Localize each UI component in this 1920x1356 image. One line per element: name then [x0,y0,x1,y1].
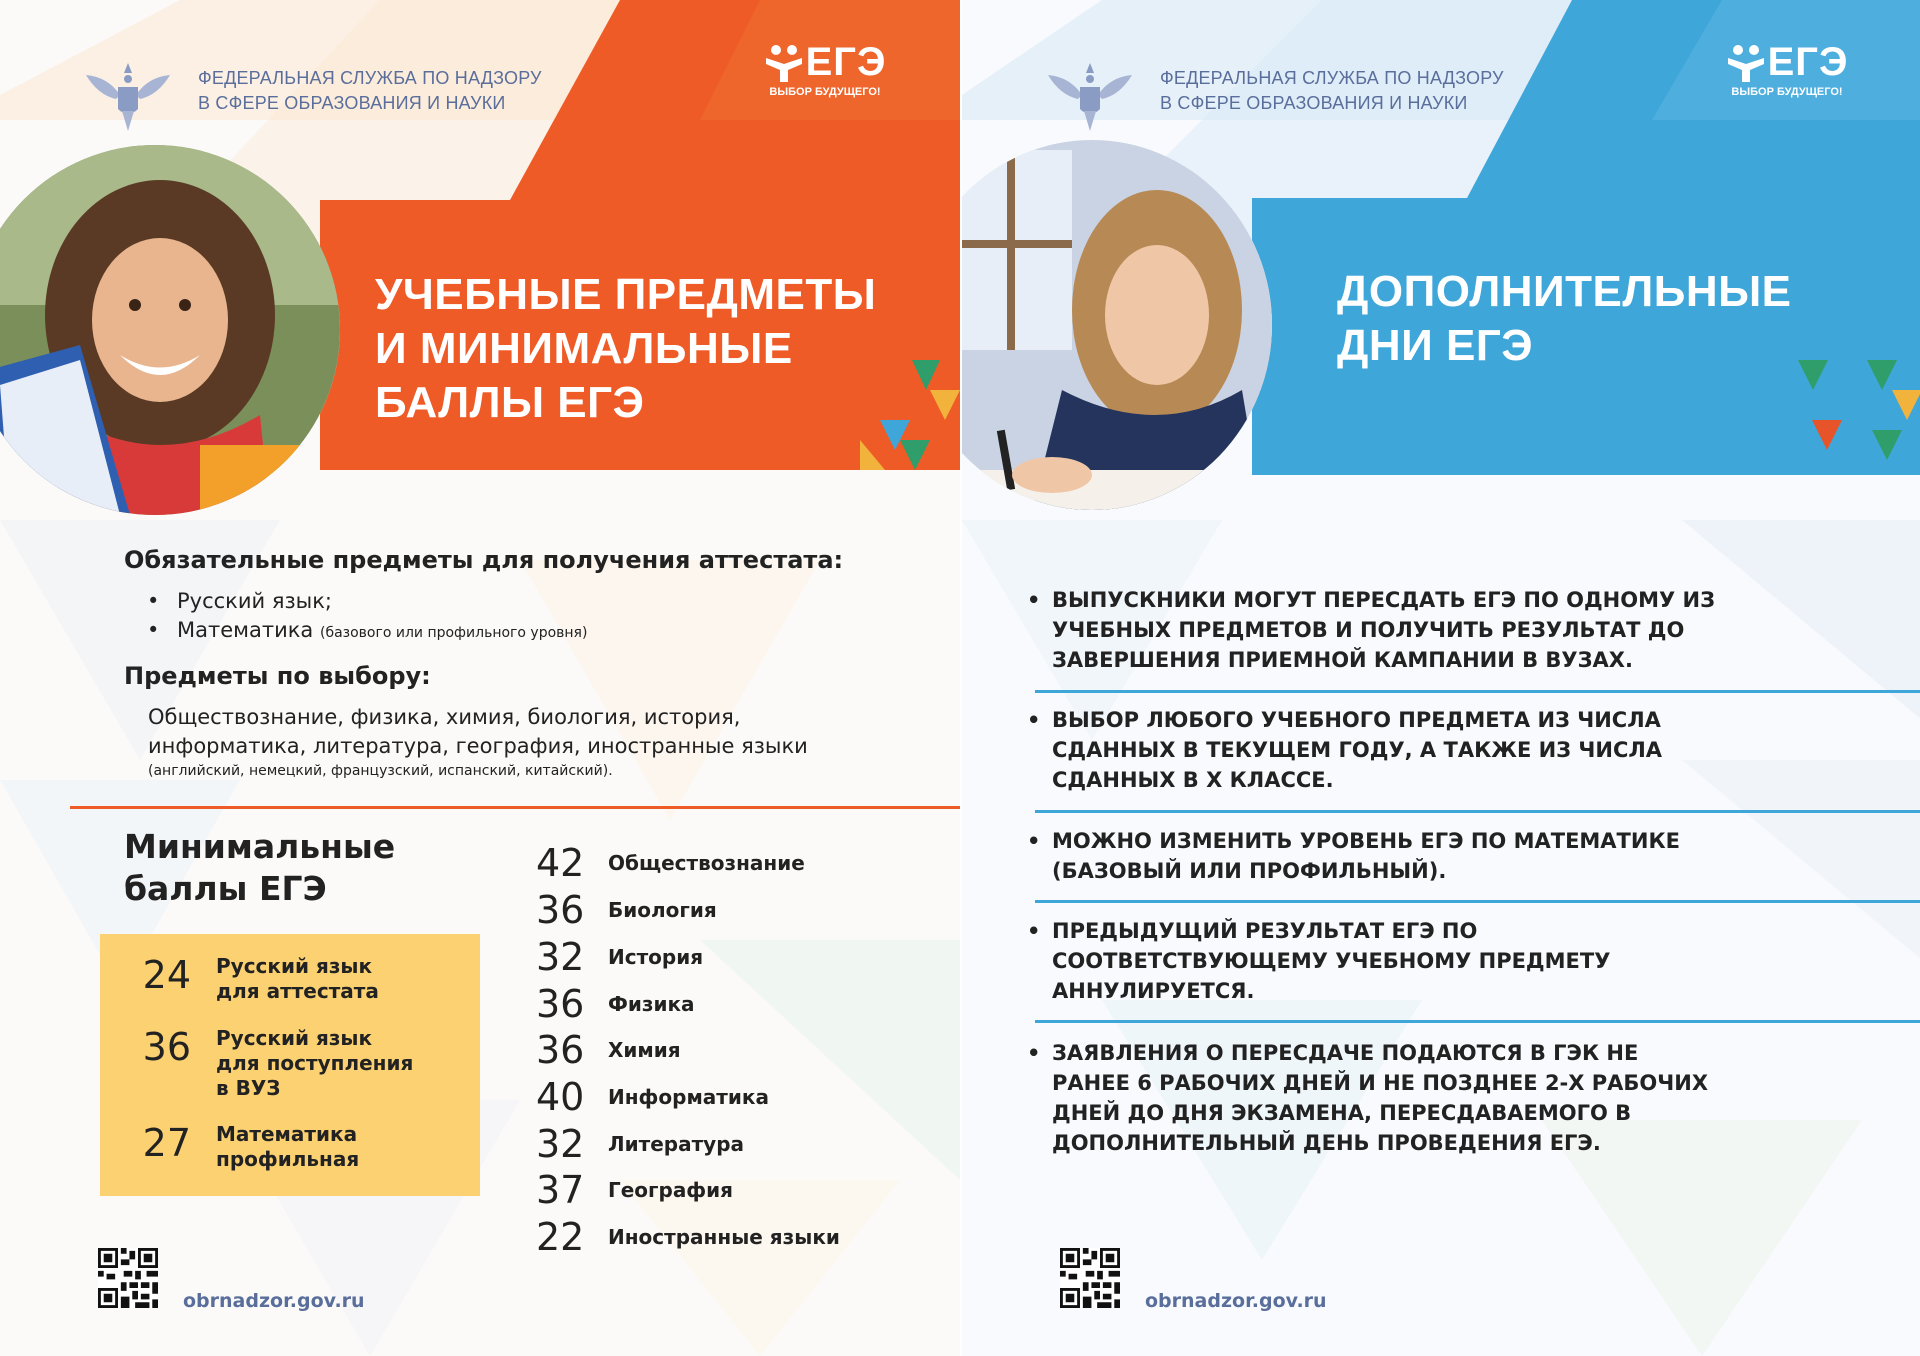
agency-name: ФЕДЕРАЛЬНАЯ СЛУЖБА ПО НАДЗОРУ В СФЕРЕ ОБРАЗОВАНИЯ И НАУКИ [198,68,542,113]
eagle-emblem-icon [80,55,176,135]
website-link[interactable]: obrnadzor.gov.ru [183,1290,365,1312]
ege-logo-tagline: ВЫБОР БУДУЩЕГО! [769,86,881,98]
info-item: • ВЫБОР ЛЮБОГО УЧЕБНОГО ПРЕДМЕТА ИЗ ЧИСЛА СДАННЫХ В ТЕКУЩЕМ ГОДУ, А ТАКЖЕ ИЗ ЧИСЛА СДАННЫХ В Х КЛАССЕ. [1002,705,1662,795]
score-row: 36 Биология [536,888,717,932]
min-scores-title: Минимальные баллы ЕГЭ [124,827,396,908]
ege-people-icon [764,42,804,82]
right-page-title: ДОПОЛНИТЕЛЬНЫЕ ДНИ ЕГЭ [1337,267,1792,370]
highlight-score-row: 27 Математика профильная [142,1121,360,1171]
info-item: • МОЖНО ИЗМЕНИТЬ УРОВЕНЬ ЕГЭ ПО МАТЕМАТИКЕ (БАЗОВЫЙ ИЛИ ПРОФИЛЬНЫЙ). [1002,826,1680,886]
list-item: • Математика (базового или профильного уровня) [147,616,587,648]
divider [1035,690,1920,693]
ege-logo [760,40,890,98]
info-item: • ЗАЯВЛЕНИЯ О ПЕРЕСДАЧЕ ПОДАЮТСЯ В ГЭК НЕ РАНЕЕ 6 РАБОЧИХ ДНЕЙ И НЕ ПОЗДНЕЕ 2-Х РАБОЧИХ ДНЕЙ ДО ДНЯ ЭКЗАМЕНА, ПЕРЕСДАВАЕМОГО В ДОПОЛНИТЕЛЬНЫЙ ДЕНЬ ПРОВЕДЕНИЯ ЕГЭ. [1002,1038,1708,1158]
info-item: • ПРЕДЫДУЩИЙ РЕЗУЛЬТАТ ЕГЭ ПО СООТВЕТСТВУЮЩЕМУ УЧЕБНОМУ ПРЕДМЕТУ АННУЛИРУЕТСЯ. [1002,916,1610,1006]
list-item: • Русский язык; [147,587,587,616]
elective-heading: Предметы по выбору: [124,662,431,690]
highlight-score-row: 36 Русский язык для поступления в ВУЗ [142,1025,414,1100]
mandatory-heading: Обязательные предметы для получения аттестата: [124,546,844,574]
divider [70,806,960,809]
highlight-score-row: 24 Русский язык для аттестата [142,953,379,1003]
website-link[interactable]: obrnadzor.gov.ru [1145,1290,1327,1312]
qr-code-icon [98,1248,158,1308]
score-row: 42 Обществознание [536,841,805,885]
mandatory-list [147,587,587,648]
divider [1035,1020,1920,1023]
ege-logo [1722,40,1852,98]
ege-logo-text: ЕГЭ [805,40,887,84]
elective-subjects: Обществознание, физика, химия, биология, история, информатика, литература, география, иностранные языки (английский, немецкий, французский, испанский, китайский). [148,705,808,779]
score-row: 36 Химия [536,1028,681,1072]
divider [1035,900,1920,903]
left-page-title: УЧЕБНЫЕ ПРЕДМЕТЫ И МИНИМАЛЬНЫЕ БАЛЛЫ ЕГЭ [375,270,877,427]
ege-people-icon [1726,42,1766,82]
poster-additional-days [962,0,1920,1356]
ege-logo-text: ЕГЭ [1767,40,1849,84]
score-row: 22 Иностранные языки [536,1215,840,1259]
info-item: • ВЫПУСКНИКИ МОГУТ ПЕРЕСДАТЬ ЕГЭ ПО ОДНОМУ ИЗ УЧЕБНЫХ ПРЕДМЕТОВ И ПОЛУЧИТЬ РЕЗУЛЬТАТ ДО ЗАВЕРШЕНИЯ ПРИЕМНОЙ КАМПАНИИ В ВУЗАХ. [1002,585,1715,675]
score-row: 40 Информатика [536,1075,769,1119]
divider [1035,810,1920,813]
score-row: 37 География [536,1168,734,1212]
agency-name: ФЕДЕРАЛЬНАЯ СЛУЖБА ПО НАДЗОРУ В СФЕРЕ ОБРАЗОВАНИЯ И НАУКИ [1160,68,1504,113]
ege-logo-tagline: ВЫБОР БУДУЩЕГО! [1731,86,1843,98]
score-row: 32 История [536,935,704,979]
eagle-emblem-icon [1042,55,1138,135]
highlight-scores-box [100,934,480,1196]
score-row: 32 Литература [536,1122,745,1166]
score-row: 36 Физика [536,982,695,1026]
qr-code-icon [1060,1248,1120,1308]
